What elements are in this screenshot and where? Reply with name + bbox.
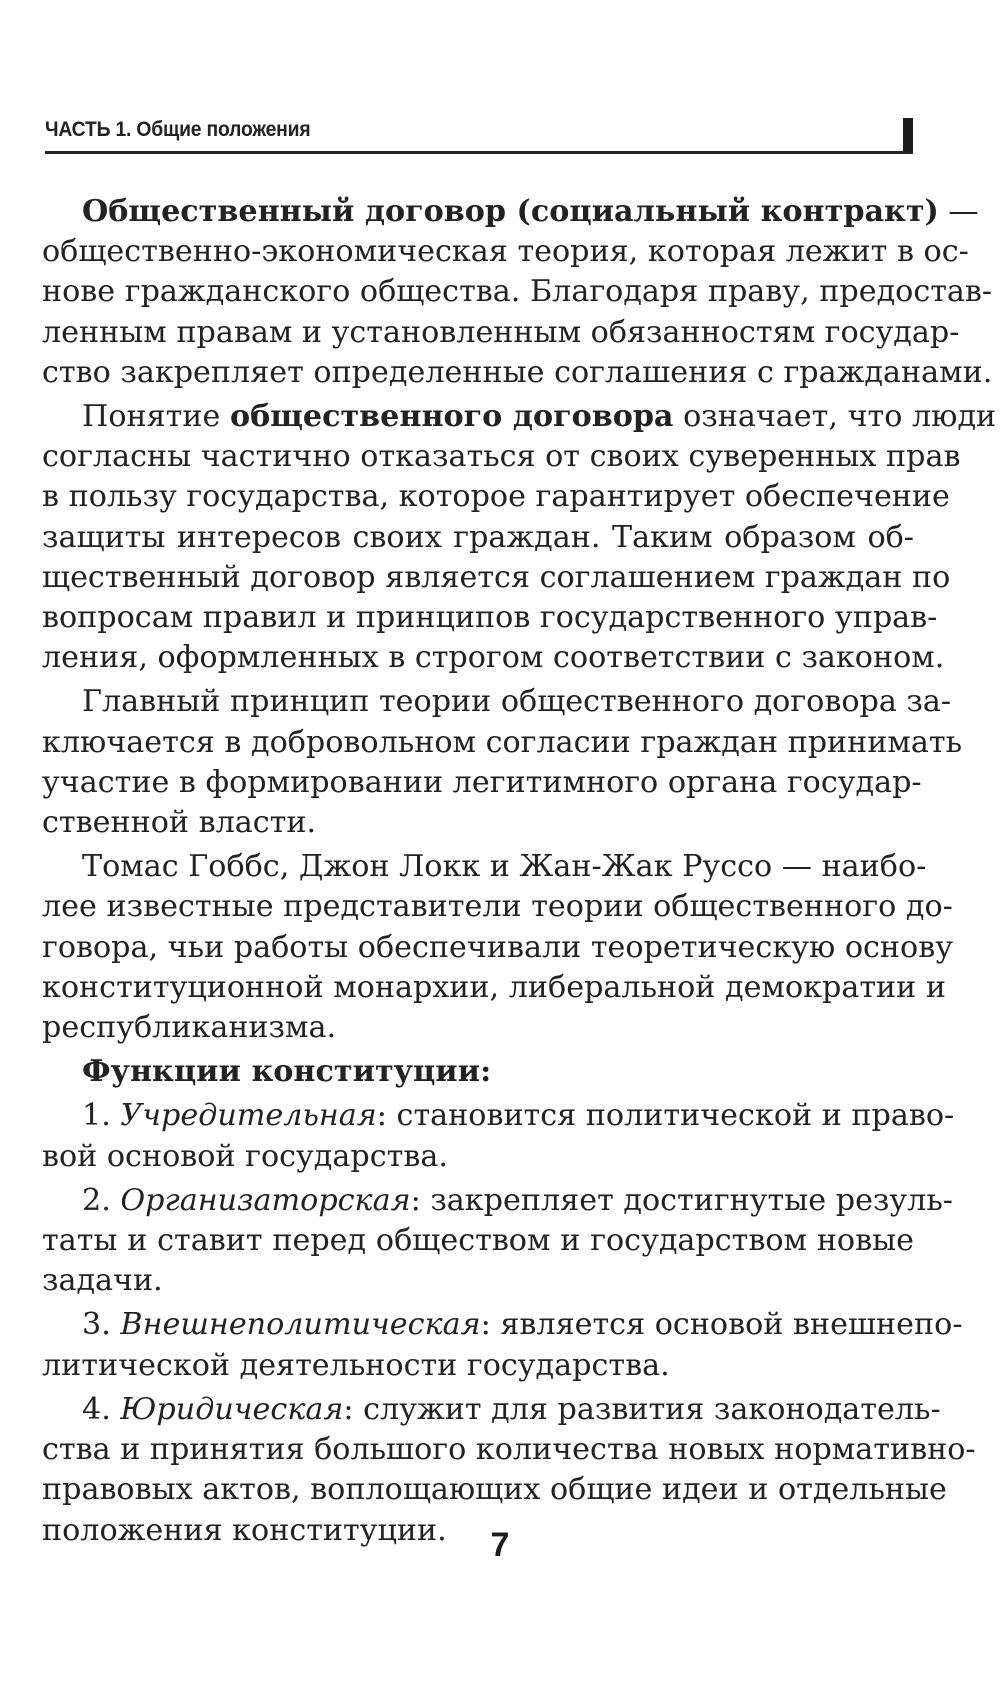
text-line (42, 1096, 955, 1136)
text-line: таты и ставит перед обществом и государством новые (42, 1223, 914, 1259)
text-line: ключается в добровольном согласии граждан принимать (42, 724, 963, 760)
text-line: литической деятельности государства. (42, 1347, 670, 1383)
paragraph-social-contract-definition (42, 192, 993, 393)
text-fragment: : закрепляет достигнутые резуль- (410, 1182, 953, 1218)
text-line: лее известные представители теории общественного до- (42, 889, 953, 925)
functions-heading (42, 1052, 914, 1092)
function-item-2 (42, 1181, 953, 1302)
text-line: Томас Гоббс, Джон Локк и Жан-Жак Руссо — наибо- (82, 849, 927, 885)
text-line (42, 1305, 963, 1345)
text-line: конституционной монархии, либеральной демократии и (42, 969, 946, 1005)
paragraph-main-principle (42, 682, 963, 843)
text-fragment: означает, что люди (673, 399, 997, 435)
body-text (42, 192, 997, 1555)
text-fragment: — (938, 194, 979, 229)
bold-term: общественного договора (229, 399, 674, 435)
italic-term: Внешнеполитическая (120, 1307, 481, 1343)
italic-term: Юридическая (120, 1391, 344, 1427)
text-line (42, 397, 997, 437)
function-item-3 (42, 1305, 963, 1385)
page-number: 7 (490, 1526, 510, 1564)
italic-term: Учредительная (120, 1098, 377, 1134)
header-rule (45, 151, 913, 154)
text-line: ственной власти. (42, 805, 317, 841)
paragraph-philosophers (42, 847, 953, 1048)
running-header (45, 118, 915, 158)
function-item-1 (42, 1096, 955, 1176)
text-fragment: : служит для развития законодатель- (343, 1391, 941, 1427)
list-number: 1. (82, 1098, 121, 1134)
text-line (42, 192, 979, 232)
text-line: нове гражданского общества. Благодаря праву, предостав- (42, 274, 993, 310)
list-number: 3. (82, 1307, 121, 1343)
text-fragment: : является основой внешнепо- (480, 1307, 963, 1343)
text-line (42, 1181, 953, 1221)
list-number: 2. (82, 1182, 121, 1218)
header-marker-block (903, 118, 913, 152)
text-line: говора, чьи работы обеспечивали теоретическую основу (42, 929, 953, 965)
list-number: 4. (82, 1391, 121, 1427)
text-line: участие в формировании легитимного органа государ- (42, 764, 922, 800)
text-fragment: : становится политической и право- (376, 1098, 955, 1134)
text-line: ленным правам и установленным обязанностям государ- (42, 314, 960, 350)
text-line: республиканизма. (42, 1010, 337, 1046)
text-line: щественный договор является соглашением граждан по (42, 559, 951, 595)
running-title: ЧАСТЬ 1. Общие положения (45, 118, 311, 141)
text-line: Главный принцип теории общественного договора за- (82, 684, 952, 720)
text-line: Функции конституции: (82, 1054, 492, 1090)
text-line: ления, оформленных в строгом соответствии с законом. (42, 640, 945, 676)
text-line: положения конституции. (42, 1512, 447, 1548)
text-line: вопросам правил и принципов государственного управ- (42, 600, 938, 636)
text-line: вой основой государства. (42, 1138, 448, 1174)
text-line: согласны частично отказаться от своих суверенных прав (42, 439, 961, 475)
paragraph-concept (42, 397, 997, 678)
italic-term: Организаторская (120, 1182, 411, 1218)
bold-term: Общественный договор (социальный контракт) (82, 194, 939, 229)
text-line: задачи. (42, 1263, 163, 1299)
text-line: защиты интересов своих граждан. Таким образом об- (42, 519, 914, 555)
text-line: правовых актов, воплощающих общие идеи и отдельные (42, 1472, 947, 1508)
text-line: общественно-экономическая теория, которая лежит в ос- (42, 234, 969, 270)
text-line (42, 1390, 941, 1430)
text-fragment: Понятие (82, 399, 230, 435)
text-line: ство закрепляет определенные соглашения с гражданами. (42, 354, 993, 390)
text-line: ства и принятия большого количества новых нормативно- (42, 1432, 976, 1468)
text-line: в пользу государства, которое гарантирует обеспечение (42, 479, 950, 515)
